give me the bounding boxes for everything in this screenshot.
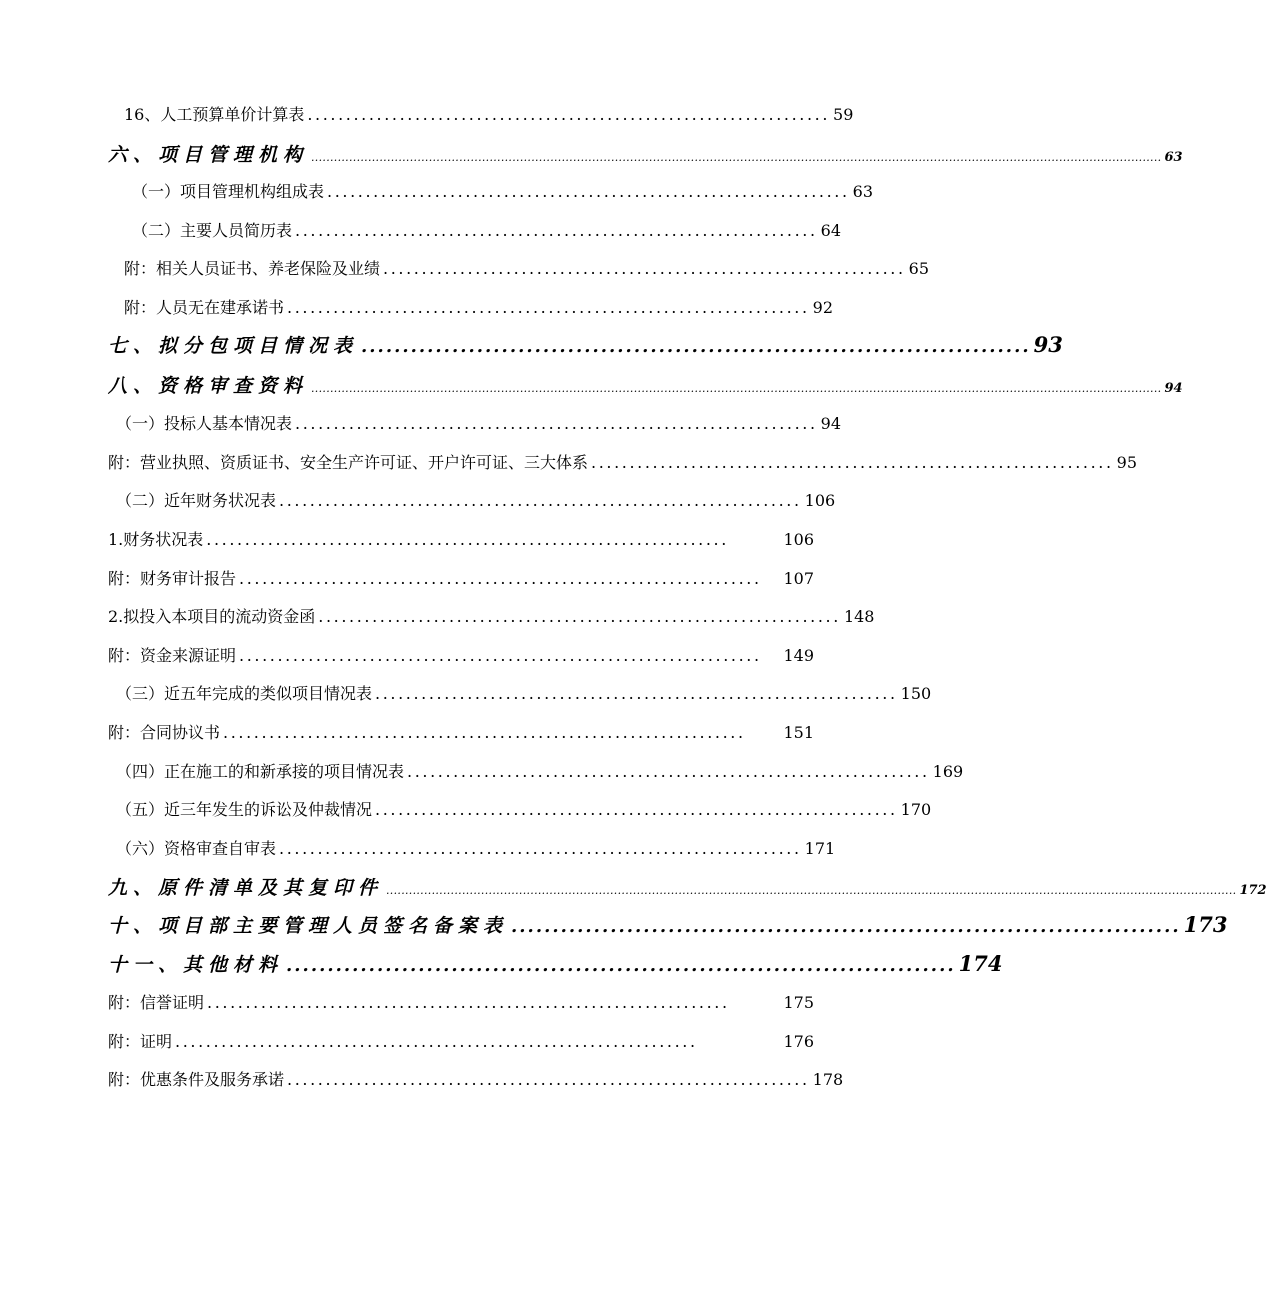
toc-entry-title: 附：合同协议书 [108, 723, 221, 742]
dot-leader: .................................................................... [407, 762, 930, 781]
toc-entry-page: 92 [812, 298, 834, 317]
toc-entry-page: 149 [783, 646, 814, 665]
toc-entry[interactable] [124, 256, 930, 279]
toc-entry-page: 151 [783, 723, 814, 742]
toc-entry[interactable] [116, 488, 836, 511]
toc-entry[interactable] [124, 295, 834, 318]
dot-leader: .................................................................... [375, 684, 898, 703]
toc-entry[interactable] [108, 720, 814, 743]
toc-section[interactable] [108, 140, 1183, 167]
toc-section[interactable] [108, 873, 1267, 900]
toc-entry-page: 178 [812, 1070, 844, 1089]
toc-section[interactable] [108, 950, 1003, 977]
toc-section[interactable] [108, 331, 1063, 358]
toc-entry-title: （五）近三年发生的诉讼及仲裁情况 [116, 800, 373, 819]
toc-entry-page: 107 [783, 569, 814, 588]
toc-entry-title: （一）投标人基本情况表 [116, 414, 293, 433]
toc-entry[interactable] [108, 1029, 814, 1052]
toc-section[interactable] [108, 911, 1228, 938]
toc-entry-title: 附：人员无在建承诺书 [124, 298, 285, 317]
toc-section-page: 93 [1033, 332, 1063, 357]
toc-entry-title: （二）主要人员简历表 [132, 221, 293, 240]
toc-entry-title: （三）近五年完成的类似项目情况表 [116, 684, 373, 703]
toc-entry-page: 64 [820, 221, 842, 240]
toc-entry[interactable] [108, 1067, 844, 1090]
toc-entry[interactable] [132, 179, 874, 202]
toc-section-page: 63 [1164, 150, 1183, 165]
toc-entry[interactable] [108, 990, 814, 1013]
toc-entry-page: 106 [783, 530, 814, 549]
toc-section-title: 六、项目管理机构 [108, 144, 309, 166]
dot-leader: .................................................................... [206, 530, 729, 549]
dot-leader: .................................................................... [295, 414, 818, 433]
toc-section-page: 94 [1164, 381, 1183, 396]
toc-entry-title: 附：资金来源证明 [108, 646, 237, 665]
dot-leader: .................................................................... [318, 607, 841, 626]
toc-entry-title: （二）近年财务状况表 [116, 491, 277, 510]
dot-leader: ................................................................................. [286, 955, 956, 976]
toc-entry-title: 附：优惠条件及服务承诺 [108, 1070, 285, 1089]
toc-entry-page: 59 [833, 105, 854, 124]
toc-entry-title: 附：信誉证明 [108, 993, 205, 1012]
dot-leader: .................................................................... [223, 723, 746, 742]
toc-entry-page: 169 [932, 762, 964, 781]
toc-section-title: 七、拟分包项目情况表 [108, 335, 359, 357]
dot-leader: .................................................................... [375, 800, 898, 819]
toc-entry-title: 2.拟投入本项目的流动资金函 [108, 607, 316, 626]
toc-section-page: 173 [1183, 912, 1228, 937]
toc-entry[interactable] [108, 566, 814, 589]
toc-entry-title: 附：证明 [108, 1032, 173, 1051]
dot-leader: ................................................................................................................................................................................................................................ [311, 382, 1162, 395]
dot-leader: .................................................................... [239, 569, 762, 588]
toc-entry-page: 94 [820, 414, 842, 433]
dot-leader: .................................................................... [287, 1070, 810, 1089]
toc-entry-title: （四）正在施工的和新承接的项目情况表 [116, 762, 405, 781]
dot-leader: .................................................................... [307, 105, 831, 124]
toc-entry-title: （一）项目管理机构组成表 [132, 182, 325, 201]
toc-section-title: 十、项目部主要管理人员签名备案表 [108, 915, 509, 937]
dot-leader: .................................................................... [239, 646, 762, 665]
toc-entry-page: 106 [804, 491, 836, 510]
toc-entry-page: 95 [1116, 453, 1138, 472]
toc-entry-page: 170 [900, 800, 932, 819]
dot-leader: .................................................................... [383, 259, 906, 278]
toc-entry[interactable] [108, 450, 1138, 473]
toc-entry[interactable] [132, 218, 842, 241]
dot-leader: .................................................................... [279, 839, 802, 858]
dot-leader: .................................................................... [327, 182, 850, 201]
toc-entry[interactable] [116, 836, 836, 859]
dot-leader: ................................................................................................................................................................................................................................ [386, 884, 1237, 897]
toc-entry-title: 1.财务状况表 [108, 530, 204, 549]
toc-section-title: 九、原件清单及其复印件 [108, 877, 384, 899]
toc-entry-page: 65 [908, 259, 930, 278]
dot-leader: ................................................................................................................................................................................................................................ [311, 151, 1162, 164]
toc-entry[interactable] [108, 604, 875, 627]
toc-entry[interactable] [124, 102, 854, 125]
toc-entry[interactable] [116, 759, 964, 782]
toc-entry-page: 63 [852, 182, 874, 201]
dot-leader: ................................................................................. [361, 336, 1031, 357]
toc-section-title: 十一、其他材料 [108, 954, 284, 976]
toc-entry-title: 16、人工预算单价计算表 [124, 105, 305, 124]
toc-entry-title: 附：营业执照、资质证书、安全生产许可证、开户许可证、三大体系 [108, 453, 589, 472]
toc-entry-page: 176 [783, 1032, 814, 1051]
toc-entry-page: 175 [783, 993, 814, 1012]
toc-entry[interactable] [108, 643, 814, 666]
dot-leader: .................................................................... [207, 993, 730, 1012]
dot-leader: .................................................................... [175, 1032, 698, 1051]
dot-leader: .................................................................... [287, 298, 810, 317]
toc-section-page: 174 [958, 951, 1003, 976]
dot-leader: .................................................................... [295, 221, 818, 240]
dot-leader: .................................................................... [591, 453, 1114, 472]
toc-entry[interactable] [108, 527, 814, 550]
toc-section-page: 172 [1239, 883, 1267, 898]
toc-entry-page: 171 [804, 839, 836, 858]
toc-entry[interactable] [116, 797, 932, 820]
toc-entry[interactable] [116, 411, 842, 434]
toc-section[interactable] [108, 371, 1183, 398]
toc-entry-title: （六）资格审查自审表 [116, 839, 277, 858]
toc-entry[interactable] [116, 681, 932, 704]
toc-entry-page: 150 [900, 684, 932, 703]
toc-entry-title: 附：财务审计报告 [108, 569, 237, 588]
dot-leader: ................................................................................. [511, 916, 1181, 937]
toc-entry-title: 附：相关人员证书、养老保险及业绩 [124, 259, 381, 278]
toc-section-title: 八、资格审查资料 [108, 375, 309, 397]
toc-entry-page: 148 [843, 607, 875, 626]
dot-leader: .................................................................... [279, 491, 802, 510]
